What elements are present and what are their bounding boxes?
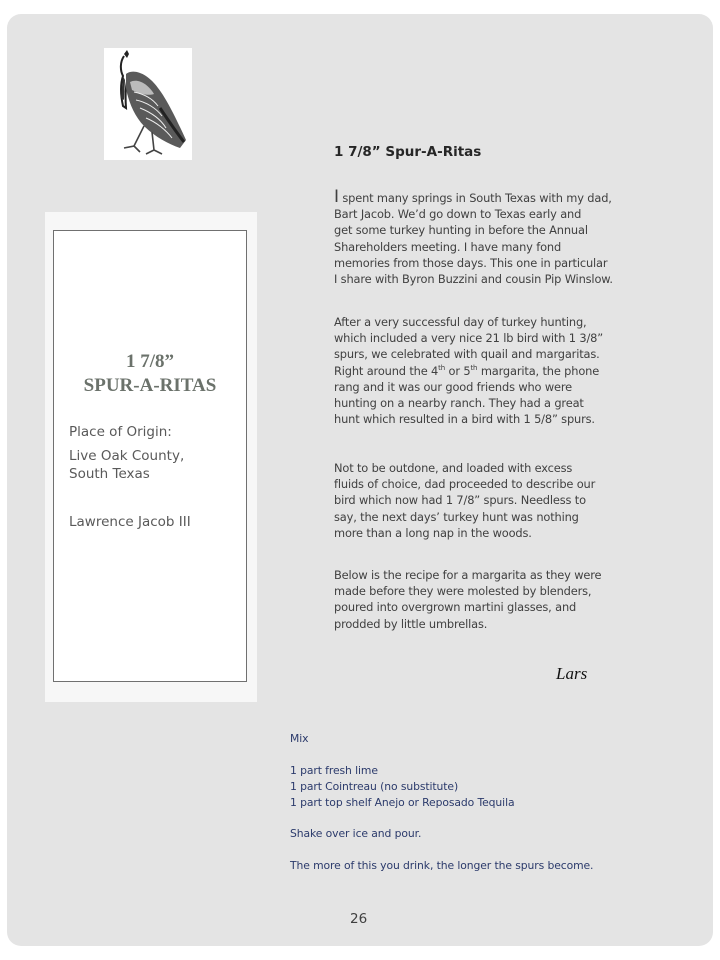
paragraph-line: get some turkey hunting in before the Annual bbox=[334, 223, 588, 238]
card-title bbox=[53, 350, 247, 398]
paragraph-line: spurs, we celebrated with quail and margaritas. bbox=[334, 347, 600, 362]
paragraph-text: spent many springs in South Texas with my dad, bbox=[338, 191, 612, 205]
card-title-line1: 1 7/8” bbox=[125, 351, 175, 372]
ordinal-suffix: th bbox=[470, 363, 478, 372]
paragraph-line: Below is the recipe for a margarita as they were bbox=[334, 568, 602, 582]
origin-line1: Live Oak County, bbox=[69, 448, 185, 464]
origin-label: Place of Origin: bbox=[69, 424, 172, 440]
story-paragraph-1 bbox=[334, 189, 674, 287]
origin-value bbox=[69, 447, 239, 483]
paragraph-line: poured into overgrown martini glasses, and bbox=[334, 600, 577, 615]
paragraph-line: hunt which resulted in a bird with 1 5/8” spurs. bbox=[334, 412, 595, 427]
paragraph-line: say, the next days’ turkey hunt was nothing bbox=[334, 509, 579, 524]
paragraph-line: I share with Byron Buzzini and cousin Pip Winslow. bbox=[334, 272, 613, 287]
text-segment: or 5 bbox=[445, 363, 471, 378]
paragraph-line: Shareholders meeting. I have many fond bbox=[334, 239, 562, 254]
paragraph-line: Not to be outdone, and loaded with excess bbox=[334, 461, 573, 475]
recipe-closing: The more of this you drink, the longer the spurs become. bbox=[290, 859, 594, 872]
ingredient-item: 1 part top shelf Anejo or Reposado Tequila bbox=[290, 796, 515, 809]
paragraph-line: hunting on a nearby ranch. They had a great bbox=[334, 396, 584, 411]
card-author: Lawrence Jacob III bbox=[69, 514, 191, 530]
paragraph-line: After a very successful day of turkey hunting, bbox=[334, 315, 587, 329]
ordinal-suffix: th bbox=[438, 363, 446, 372]
story-title: 1 7/8” Spur-A-Ritas bbox=[334, 144, 482, 160]
story-paragraph-2 bbox=[334, 314, 674, 427]
paragraph-line: made before they were molested by blenders, bbox=[334, 584, 592, 599]
story-paragraph-3 bbox=[334, 460, 674, 541]
turkey-icon bbox=[104, 48, 192, 160]
drop-cap: I bbox=[334, 187, 339, 207]
recipe-instruction: Shake over ice and pour. bbox=[290, 827, 422, 840]
text-segment: Right around the 4 bbox=[334, 363, 439, 378]
story-paragraph-4 bbox=[334, 567, 674, 632]
paragraph-line: Bart Jacob. We’d go down to Texas early and bbox=[334, 207, 582, 222]
origin-line2: South Texas bbox=[69, 466, 150, 482]
ingredient-item: 1 part Cointreau (no substitute) bbox=[290, 780, 459, 793]
paragraph-line: prodded by little umbrellas. bbox=[334, 616, 488, 631]
text-segment: margarita, the phone bbox=[477, 363, 600, 378]
paragraph-line: which included a very nice 21 lb bird with 1 3/8” bbox=[334, 331, 603, 346]
paragraph-line bbox=[334, 363, 674, 379]
turkey-illustration bbox=[104, 48, 192, 160]
page-number: 26 bbox=[350, 911, 368, 927]
paragraph-line: bird which now had 1 7/8” spurs. Needless to bbox=[334, 493, 586, 508]
signature: Lars bbox=[556, 664, 588, 683]
paragraph-line bbox=[334, 189, 674, 206]
paragraph-line: more than a long nap in the woods. bbox=[334, 525, 532, 540]
recipe-heading: Mix bbox=[290, 732, 309, 745]
paragraph-line: memories from those days. This one in particular bbox=[334, 255, 608, 270]
ingredient-item: 1 part fresh lime bbox=[290, 764, 378, 777]
recipe-ingredients bbox=[290, 763, 690, 811]
paragraph-line: fluids of choice, dad proceeded to describe our bbox=[334, 477, 596, 492]
paragraph-line: rang and it was our good friends who were bbox=[334, 379, 573, 394]
card-title-line2: SPUR-A-RITAS bbox=[83, 375, 217, 396]
